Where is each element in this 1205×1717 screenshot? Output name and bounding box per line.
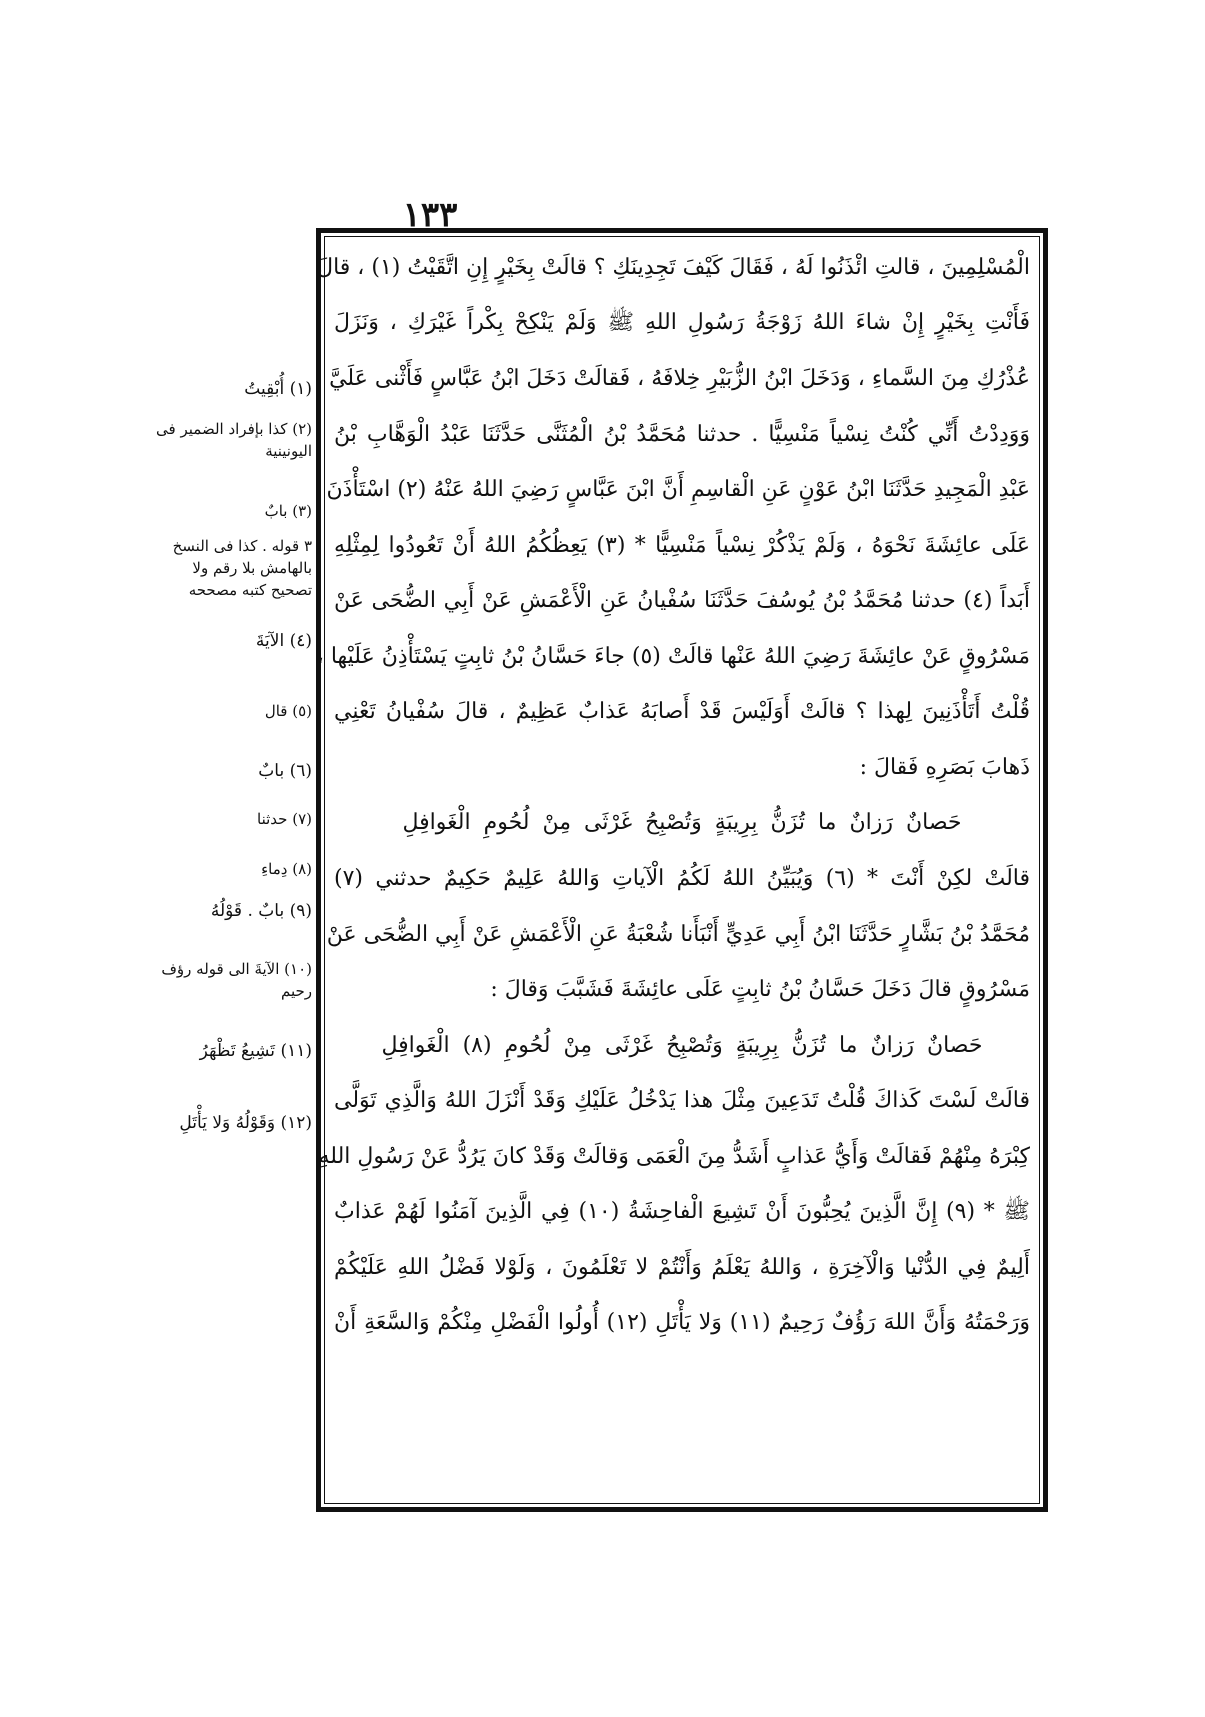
verse-line: حَصانٌ رَزانٌ ما تُزَنُّ بِرِيبَةٍ وَتُصْبِحُ غَرْثَى مِنْ لُحُومِ (٨) الْغَوافِلِ (381, 1033, 983, 1058)
text-line: وَرَحْمَتُهُ وَأَنَّ اللهَ رَؤُفٌ رَحِيمٌ (١١) وَلا يَأْتَلِ (١٢) أُولُوا الْفَضْلِ مِنْكُمْ وَالسَّعَةِ أَنْ (334, 1310, 1030, 1335)
text-line: ذَهابَ بَصَرِهِ فَقالَ : (859, 755, 1030, 780)
margin-note: (٨) دِماءِ (261, 860, 312, 878)
margin-note: (١) أُبْقِيتُ (244, 379, 312, 399)
text-line: قالَتْ لكِنْ أَنْتَ * (٦) وَيُبَيِّنُ اللهُ لَكُمُ الْآياتِ وَاللهُ عَلِيمٌ حَكِيمٌ حدثني (٧) (334, 866, 1030, 891)
main-text-block (316, 248, 1030, 1496)
text-line: عَلَى عائِشَةَ نَحْوَهُ ، وَلَمْ يَذْكُرْ نِسْياً مَنْسِيًّا * (٣) يَعِظُكُمُ اللهُ أَنْ تَعُودُوا لِمِثْلِهِ (334, 533, 1030, 558)
margin-note: (١٠) الآيةَ الى قوله رؤف رحيم (161, 960, 312, 1000)
margin-note: (٩) بابٌ . قَوْلُهُ (210, 901, 312, 921)
margin-note: ٣ قوله . كذا فى النسخ بالهامش بلا رقم ولا تصحيح كتبه مصححه (172, 537, 312, 599)
margin-notes (150, 0, 312, 1717)
margin-note: (٥) قال (264, 702, 312, 720)
margin-note: (١٢) وَقَوْلُهُ وَلا يَأْتَلِ (179, 1113, 312, 1133)
margin-note: (١١) تَشِيعُ تَظْهَرُ (199, 1041, 312, 1061)
text-line: مَسْرُوقٍ عَنْ عائِشَةَ رَضِيَ اللهُ عَنْها قالَتْ (٥) جاءَ حَسَّانُ بْنُ ثابِتٍ يَسْتَأْذِنُ عَلَيْها ، (316, 644, 1030, 669)
margin-note: (٣) بابٌ (264, 502, 312, 520)
text-line: أَبَداً (٤) حدثنا مُحَمَّدُ بْنُ يُوسُفَ حَدَّثَنَا سُفْيانُ عَنِ الْأَعْمَشِ عَنْ أَبِي الضُّحَى عَنْ (334, 588, 1030, 613)
margin-note: (٤) الآيَةَ (255, 631, 312, 651)
text-line: عُذْرُكِ مِنَ السَّماءِ ، وَدَخَلَ ابْنُ الزُّبَيْرِ خِلافَهُ ، فَقالَتْ دَخَلَ ابْنُ عَبَّاسٍ فَأَثْنى عَلَيَّ (329, 366, 1030, 391)
verse-line: حَصانٌ رَزانٌ ما تُزَنُّ بِرِيبَةٍ وَتُصْبِحُ غَرْثَى مِنْ لُحُومِ الْغَوافِلِ (402, 810, 962, 835)
text-line: قالَتْ لَسْتَ كَذاكَ قُلْتُ تَدَعِينَ مِثْلَ هذا يَدْخُلُ عَلَيْكِ وَقَدْ أَنْزَلَ اللهُ وَالَّذِي تَوَلَّى (334, 1088, 1030, 1113)
margin-note: (٧) حدثنا (257, 810, 312, 828)
text-line: وَوَدِدْتُ أَنِّي كُنْتُ نِسْياً مَنْسِيًّا . حدثنا مُحَمَّدُ بْنُ الْمُثَنَّى حَدَّثَنَا عَبْدُ الْوَهَّابِ بْنُ (334, 422, 1030, 447)
margin-note: (٢) كذا بإفراد الضمير فى اليونينية (156, 420, 312, 460)
text-line: كِبْرَهُ مِنْهُمْ فَقالَتْ وَأَيُّ عَذابٍ أَشَدُّ مِنَ الْعَمَى وَقالَتْ وَقَدْ كانَ يَرُدُّ عَنْ رَسُولِ اللهِ (318, 1144, 1030, 1169)
text-line: ﷺ * (٩) إِنَّ الَّذِينَ يُحِبُّونَ أَنْ تَشِيعَ الْفاحِشَةُ (١٠) فِي الَّذِينَ آمَنُوا لَهُمْ عَذابٌ (334, 1199, 1030, 1224)
text-line: مُحَمَّدُ بْنُ بَشَّارٍ حَدَّثَنَا ابْنُ أَبِي عَدِيٍّ أَنْبَأَنا شُعْبَةُ عَنِ الْأَعْمَشِ عَنْ أَبِي الضُّحَى عَنْ (326, 922, 1030, 947)
text-line: فَأَنْتِ بِخَيْرٍ إِنْ شاءَ اللهُ زَوْجَةُ رَسُولِ اللهِ ﷺ وَلَمْ يَنْكِحْ بِكْراً غَيْرَكِ ، وَنَزَلَ (334, 310, 1030, 335)
text-line: عَبْدِ الْمَجِيدِ حَدَّثَنَا ابْنُ عَوْنٍ عَنِ الْقاسِمِ أَنَّ ابْنَ عَبَّاسٍ رَضِيَ اللهُ عَنْهُ (٢) اسْتَأْذَنَ (326, 477, 1030, 502)
text-line: قُلْتُ أَتَأْذَنِينَ لِهذا ؟ قالَتْ أَوَلَيْسَ قَدْ أَصابَهُ عَذابٌ عَظِيمٌ ، قالَ سُفْيانُ تَعْنِي (334, 699, 1030, 724)
margin-note: (٦) بابٌ (258, 761, 312, 781)
text-line: مَسْرُوقٍ قالَ دَخَلَ حَسَّانُ بْنُ ثابِتٍ عَلَى عائِشَةَ فَشَبَّبَ وَقالَ : (490, 977, 1030, 1002)
page-number: ١٣٣ (402, 195, 458, 235)
text-line: الْمُسْلِمِينَ ، قالتِ ائْذَنُوا لَهُ ، فَقَالَ كَيْفَ تَجِدِينَكِ ؟ قالَتْ بِخَيْرٍ إِنِ اتَّقَيْتُ (١) ، قالَ (317, 255, 1030, 280)
text-line: أَلِيمٌ فِي الدُّنْيا وَالْآخِرَةِ ، وَاللهُ يَعْلَمُ وَأَنْتُمْ لا تَعْلَمُونَ ، وَلَوْلا فَضْلُ اللهِ عَلَيْكُمْ (334, 1255, 1030, 1280)
